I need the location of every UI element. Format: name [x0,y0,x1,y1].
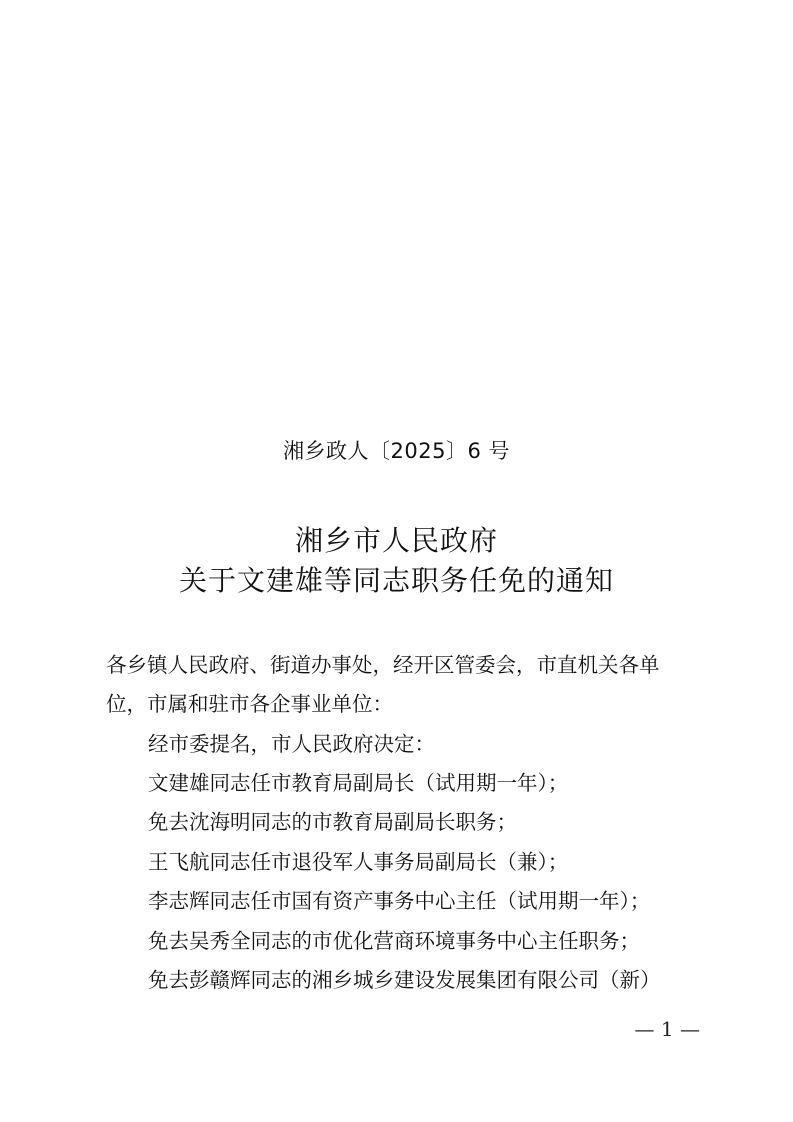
body-line: 王飞航同志任市退役军人事务局副局长（兼）； [148,850,569,874]
addressee-line-1: 各乡镇人民政府、街道办事处，经开区管委会，市直机关各单 [106,653,660,677]
body-line: 李志辉同志任市国有资产事务中心主任（试用期一年）； [148,889,651,913]
body-line: 免去吴秀全同志的市优化营商环境事务中心主任职务； [148,929,640,953]
body-line: 文建雄同志任市教育局副局长（试用期一年）； [148,771,569,795]
body-line: 免去沈海明同志的市教育局副局长职务； [148,810,517,834]
document-title-line-1: 湘乡市人民政府 [294,524,498,557]
body-line: 免去彭赣辉同志的湘乡城乡建设发展集团有限公司（新） [148,968,661,992]
document-number: 湘乡政人〔2025〕6 号 [283,439,510,463]
body-line: 经市委提名，市人民政府决定： [148,732,435,756]
document-title-line-2: 关于文建雄等同志职务任免的通知 [178,564,614,597]
addressee-line-2: 位，市属和驻市各企事业单位： [106,692,393,716]
page-number: — 1 — [634,1017,700,1041]
